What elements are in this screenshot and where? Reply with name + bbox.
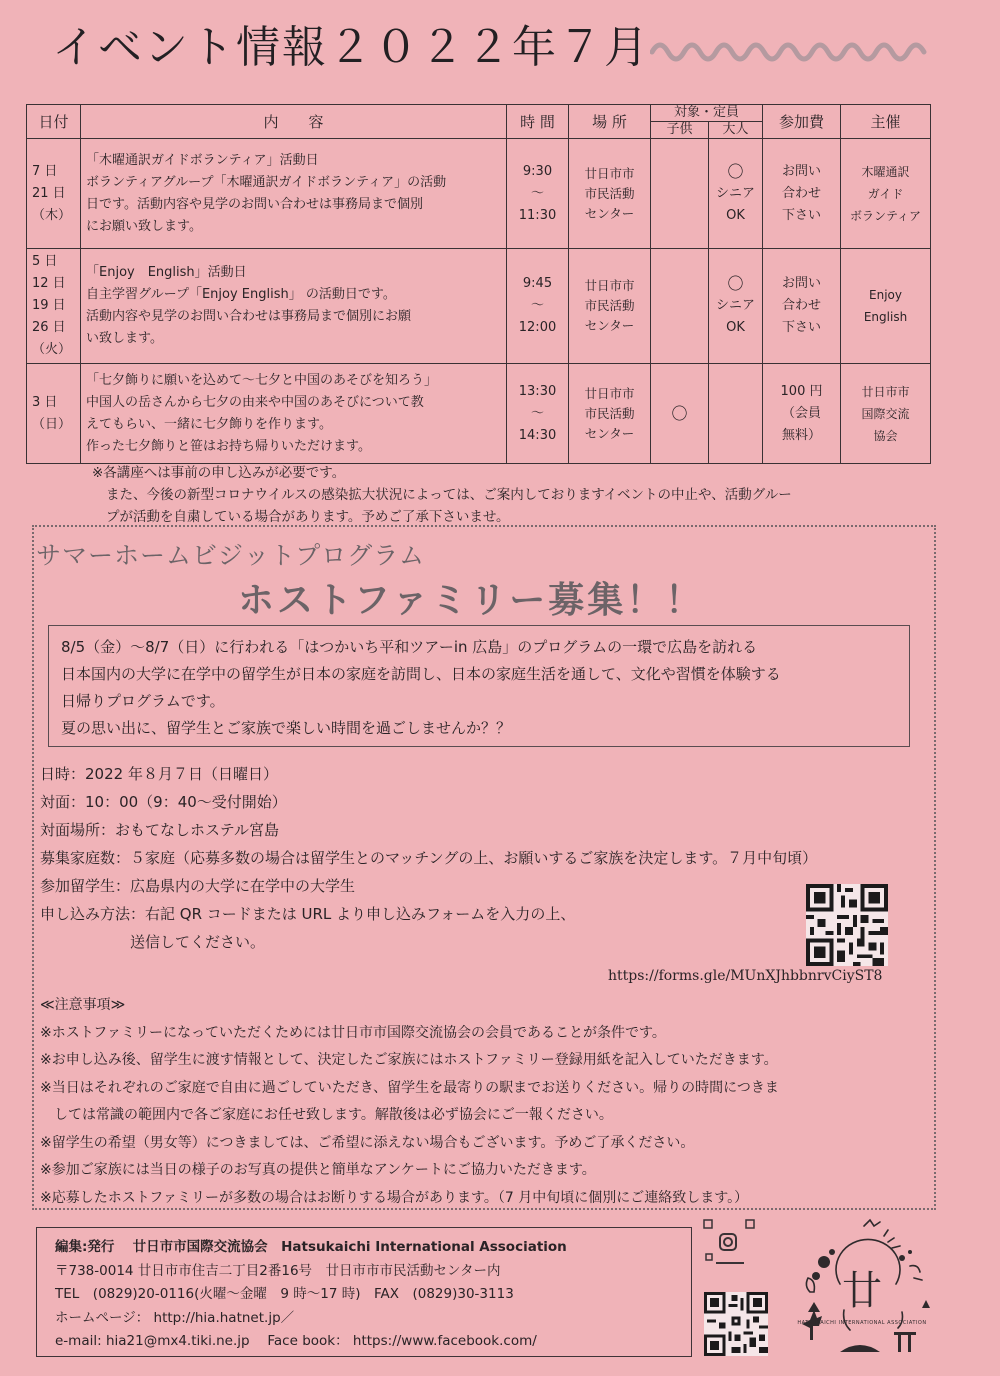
fee-line: 100 円: [780, 383, 823, 399]
program-details: [40, 760, 920, 956]
intro-line: 8/5（金）～8/7（日）に行われる「はつかいち平和ツアーin 広島」のプログラムの一環で広島を訪れる: [61, 638, 758, 656]
time-start: 13:30: [518, 383, 557, 399]
place-line: 廿日市市: [584, 385, 635, 401]
logo-text: HATSUKAICHI INTERNATIONAL ASSOCIATION: [797, 1320, 927, 1326]
adult-line: OK: [726, 320, 745, 335]
date-line: 12 日: [32, 276, 66, 291]
page-title: イベント情報２０２２年７月: [52, 22, 650, 73]
host-line: 協会: [873, 428, 898, 443]
email-facebook-line[interactable]: e-mail: hia21@mx4.tiki.ne.jp Face book： https://www.facebook.com/: [55, 1333, 537, 1349]
date-line: 7 日: [32, 163, 58, 179]
fee-line: 下さい: [782, 207, 822, 223]
date-line: 5 日: [32, 254, 58, 269]
note-item: ※お申し込み後、留学生に渡す情報として、決定したご家族にはホストファミリー登録用紙を記入していただきます。: [40, 1052, 778, 1068]
decorative-scribble: [650, 38, 940, 64]
place-line: 市民活動: [584, 298, 635, 313]
place-line: センター: [584, 318, 635, 333]
note-item: ※応募したホストファミリーが多数の場合はお断りする場合があります。（7 月中旬頃に個別にご連絡致します。）: [40, 1189, 749, 1206]
table-note: [92, 462, 952, 528]
note-item: ※留学生の希望（男女等）につきましては、ご希望に添えない場合もございます。予めご了承ください。: [40, 1134, 695, 1151]
intro-line: 夏の思い出に、留学生とご家族で楽しい時間を過ごしませんか？？: [61, 719, 512, 737]
row-adult: [709, 139, 763, 249]
detail-date: 日時：2022 年８月７日（日曜日）: [40, 765, 278, 783]
time-end: 14:30: [518, 427, 557, 443]
note-line: ※各講座へは事前の申し込みが必要です。: [92, 465, 346, 481]
header-host: 主催: [841, 105, 931, 139]
row-host: [841, 249, 931, 364]
table-row: [27, 139, 931, 249]
fee-line: 合わせ: [782, 185, 822, 201]
detail-time: 対面：10：00（9：40～受付開始）: [40, 793, 287, 811]
host-line: ボランティア: [849, 208, 922, 223]
event-desc: 活動内容や見学のお問い合わせは事務局まで個別にお願: [86, 309, 412, 324]
facebook-qr-code-icon[interactable]: [704, 1292, 768, 1356]
fee-line: （会員: [782, 405, 822, 421]
fee-line: 下さい: [782, 320, 822, 335]
note-item: ※ホストファミリーになっていただくためには廿日市市国際交流協会の会員であることが条件です。: [40, 1024, 666, 1041]
event-desc: えてもらい、一緒に七夕飾りを作ります。: [86, 416, 332, 432]
row-child: 〇: [651, 364, 709, 464]
detail-apply: 申し込み方法：右記 QR コードまたは URL より申し込みフォームを入力の上、: [40, 905, 576, 923]
table-row: [27, 364, 931, 464]
row-time: [507, 249, 569, 364]
event-desc: 中国人の岳さんから七夕の由来や中国のあそびについて教: [86, 394, 424, 410]
header-place: 場 所: [569, 105, 651, 139]
row-content: [81, 249, 507, 364]
homepage-link[interactable]: ホームページ： http://hia.hatnet.jp／: [55, 1309, 295, 1326]
detail-venue: 対面場所：おもてなしホステル宮島: [40, 821, 279, 839]
row-time: [507, 139, 569, 249]
header-adult: 大人: [709, 122, 763, 139]
time-end: 12:00: [518, 320, 557, 335]
host-line: ガイド: [867, 186, 904, 201]
row-fee: [763, 249, 841, 364]
header-child: 子供: [651, 122, 709, 139]
fee-line: 無料）: [782, 427, 822, 443]
host-line: Enjoy: [869, 288, 902, 302]
place-line: 廿日市市: [584, 165, 635, 181]
event-desc: にお願い致します。: [86, 218, 202, 234]
header-target: 対象・定員: [651, 105, 763, 122]
intro-line: 日本国内の大学に在学中の留学生が日本の家庭を訪問し、日本の家庭生活を通して、文化や習慣を体験する: [61, 665, 781, 683]
notes-section: [40, 992, 930, 1212]
time-end: 11:30: [518, 207, 557, 223]
qr-code-icon[interactable]: [806, 884, 888, 966]
header-fee: 参加費: [763, 105, 841, 139]
event-title: 「Enjoy English」活動日: [86, 265, 247, 280]
time-sep: ～: [530, 405, 544, 421]
program-subtitle: サマーホームビジットプログラム: [36, 541, 426, 570]
fee-line: お問い: [782, 163, 822, 179]
fee-line: お問い: [782, 276, 822, 291]
note-line: プが活動を自粛している場合があります。予めご了承下さいませ。: [106, 509, 510, 525]
row-content: [81, 139, 507, 249]
date-line: 21 日: [32, 185, 66, 201]
note-item: ※当日はそれぞれのご家庭で自由に過ごしていただき、留学生を最寄りの駅までお送りください。帰りの時間につきま: [40, 1079, 779, 1096]
row-host: [841, 364, 931, 464]
event-desc: い致します。: [86, 331, 163, 346]
row-fee: [763, 139, 841, 249]
event-desc: 作った七夕飾りと笹はお持ち帰りいただけます。: [86, 438, 371, 454]
place-line: 廿日市市: [584, 278, 635, 293]
row-content: [81, 364, 507, 464]
note-item: ※参加ご家族には当日の様子のお写真の提供と簡単なアンケートにご協力いただきます。: [40, 1162, 596, 1178]
row-dates: [27, 249, 81, 364]
header-time: 時 間: [507, 105, 569, 139]
row-child: [651, 139, 709, 249]
row-dates: [27, 364, 81, 464]
event-title: 「木曜通訳ガイドボランティア」活動日: [86, 152, 319, 168]
notes-title: ≪注意事項≫: [40, 997, 126, 1013]
row-child: [651, 249, 709, 364]
publisher-line: 編集:発行 廿日市市国際交流協会 Hatsukaichi International Association: [55, 1239, 567, 1255]
date-line: （日）: [32, 416, 72, 432]
note-item: しては常識の範囲内で各ご家庭にお任せ致します。解散後は必ず協会にご一報ください。: [40, 1107, 613, 1123]
date-line: （木）: [32, 207, 72, 223]
program-intro-box: [48, 625, 910, 747]
address-line: 〒738-0014 廿日市市住吉二丁目2番16号 廿日市市市民活動センター内: [55, 1262, 501, 1279]
adult-mark: 〇: [727, 274, 744, 293]
application-url-link[interactable]: https://forms.gle/MUnXJhbbnrvCiyST8: [608, 968, 883, 984]
events-table: [26, 104, 931, 464]
date-line: 26 日: [32, 320, 66, 335]
host-line: English: [863, 310, 908, 324]
tel-fax-line: TEL (0829)20-0116(火曜～金曜 9 時～17 時) FAX (0829)30-3113: [55, 1286, 514, 1302]
adult-mark: 〇: [727, 161, 744, 181]
note-line: また、今後の新型コロナウイルスの感染拡大状況によっては、ご案内しておりますイベントの中止や、活動グルー: [106, 487, 792, 503]
detail-students: 参加留学生：広島県内の大学に在学中の大学生: [40, 877, 356, 895]
time-sep: ～: [530, 185, 544, 201]
row-place: [569, 139, 651, 249]
row-fee: [763, 364, 841, 464]
row-host: [841, 139, 931, 249]
time-start: 9:30: [522, 163, 553, 179]
header-date: 日付: [27, 105, 81, 139]
host-line: 国際交流: [861, 406, 910, 421]
row-adult: [709, 249, 763, 364]
association-logo: [780, 1212, 940, 1362]
table-row: [27, 249, 931, 364]
place-line: 市民活動: [584, 405, 635, 421]
place-line: センター: [584, 425, 635, 441]
instagram-icon[interactable]: [702, 1218, 756, 1268]
intro-line: 日帰りプログラムです。: [61, 692, 225, 710]
time-start: 9:45: [522, 276, 553, 291]
row-time: [507, 364, 569, 464]
header-content: 内 容: [81, 105, 507, 139]
event-desc: 日です。活動内容や見学のお問い合わせは事務局まで個別: [86, 196, 423, 212]
program-headline: ホストファミリー募集！！: [238, 580, 705, 621]
row-dates: [27, 139, 81, 249]
place-line: センター: [584, 205, 635, 221]
adult-line: シニア: [716, 298, 756, 313]
place-line: 市民活動: [584, 185, 635, 201]
row-place: [569, 249, 651, 364]
date-line: 3 日: [32, 394, 58, 410]
adult-line: OK: [726, 207, 745, 223]
adult-line: シニア: [716, 185, 756, 201]
host-line: 廿日市市: [861, 384, 910, 399]
row-adult: [709, 364, 763, 464]
event-title: 「七夕飾りに願いを込めて～七夕と中国のあそびを知ろう」: [86, 372, 438, 388]
row-place: [569, 364, 651, 464]
date-line: （火）: [32, 342, 72, 357]
detail-families: 募集家庭数：５家庭（応募多数の場合は留学生とのマッチングの上、お願いするご家族を決定します。７月中旬頃）: [40, 849, 818, 867]
time-sep: ～: [530, 298, 544, 313]
event-desc: 自主学習グループ「Enjoy English」 の活動日です。: [86, 287, 396, 302]
publisher-info-box: [36, 1227, 692, 1357]
date-line: 19 日: [32, 298, 66, 313]
event-desc: ボランティアグループ「木曜通訳ガイドボランティア」の活動: [86, 174, 447, 190]
detail-apply-cont: 送信してください。: [40, 933, 266, 951]
fee-line: 合わせ: [782, 298, 822, 313]
logo-kanji: 廿: [842, 1268, 882, 1314]
host-line: 木曜通訳: [861, 164, 910, 179]
